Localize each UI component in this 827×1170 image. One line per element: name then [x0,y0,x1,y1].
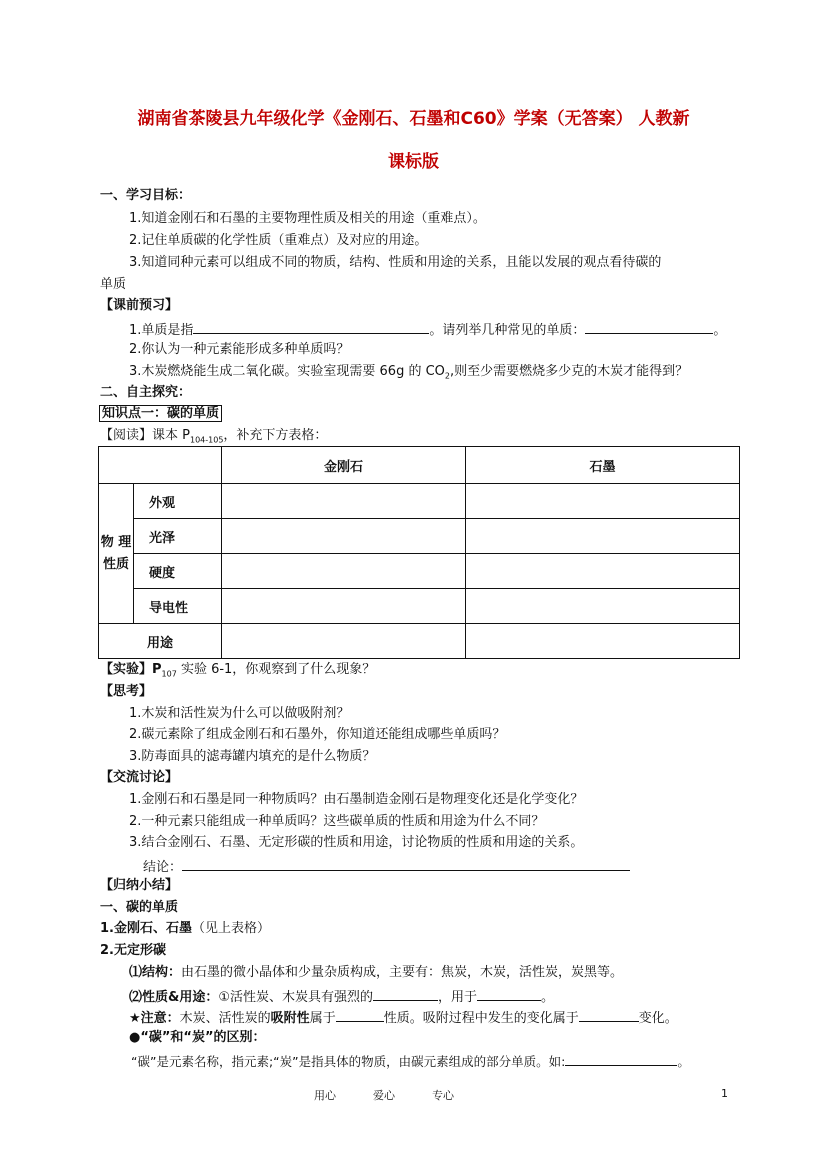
summary-item-2: 2.无定形碳 [100,943,166,958]
blank-field[interactable] [565,1051,677,1066]
row-label-uses: 用途 [99,624,222,659]
note-adsorption: 吸附性 [270,1011,310,1026]
think-q3: 3.防毒面具的滤毒罐内填充的是什么物质？ [129,749,376,764]
summary-item-1-label: 1.金刚石、石墨 [100,921,192,936]
row-label-appearance: 外观 [134,484,222,519]
footer-text-2: 爱心 [373,1089,395,1102]
think-q1: 1.木炭和活性炭为什么可以做吸附剂？ [129,706,350,721]
exploration-heading: 二、自主探究： [100,385,192,400]
experiment-text-b: 实验 6-1，你观察到了什么现象？ [176,662,376,677]
blank-field[interactable] [585,319,713,334]
property-use-text-b: ，用于 [438,990,478,1005]
page-number: 1 [721,1087,728,1100]
physical-properties-label-line2: 性质 [102,556,129,572]
reading-text-a: 【阅读】课本 P [100,428,190,443]
table-row [99,484,740,519]
preview-q1-text-a: 1.单质是指 [129,323,194,338]
discussion-q3: 3.结合金刚石、石墨、无定形碳的性质和用途，讨论物质的性质和用途的关系。 [129,835,584,850]
cell-graphite-luster[interactable] [466,519,740,554]
blank-field[interactable] [579,1007,639,1022]
difference-text-line [131,1051,690,1071]
blank-field[interactable] [336,1007,384,1022]
summary-section-1: 一、碳的单质 [100,900,179,915]
conclusion-line [143,856,630,877]
think-heading: 【思考】 [100,684,153,699]
blank-field[interactable] [477,986,541,1001]
table-row [99,589,740,624]
property-use-line [129,986,554,1007]
cell-graphite-conductivity[interactable] [466,589,740,624]
note-text-a: 木炭、活性炭的 [179,1011,271,1026]
note-line [129,1007,678,1028]
experiment-line [100,661,375,684]
cell-diamond-uses[interactable] [222,624,466,659]
discussion-heading: 【交流讨论】 [100,770,179,785]
row-label-luster: 光泽 [134,519,222,554]
physical-properties-label-line1: 物 理 [100,534,132,550]
cell-diamond-appearance[interactable] [222,484,466,519]
row-label-hardness: 硬度 [134,554,222,589]
conclusion-label: 结论： [143,860,183,875]
table-row [99,519,740,554]
discussion-q1: 1.金刚石和石墨是同一种物质吗？由石墨制造金刚石是物理变化还是化学变化？ [129,792,584,807]
preview-heading: 【课前预习】 [100,298,179,313]
difference-heading: ●“碳”和“炭”的区别： [129,1030,266,1045]
knowledge-point-1 [99,405,222,423]
preview-q1 [129,319,726,340]
cell-graphite-uses[interactable] [466,624,740,659]
goal-item-2: 2.记住单质碳的化学性质（重难点）及对应的用途。 [129,233,428,248]
footer-text-1: 用心 [314,1089,336,1102]
property-use-text-c: 。 [541,990,555,1005]
cell-graphite-hardness[interactable] [466,554,740,589]
note-text-c: 性质。吸附过程中发生的变化属于 [383,1011,579,1026]
blank-field[interactable] [373,986,438,1001]
learning-goals-heading: 一、学习目标： [100,188,192,203]
difference-text: “碳”是元素名称，指元素;“炭”是指具体的物质，由碳元素组成的部分单质。如: [131,1054,566,1069]
property-use-text-a: ①活性炭、木炭具有强烈的 [218,990,373,1005]
experiment-text-a: 【实验】P [100,662,162,677]
reading-page-range: 104-105 [189,435,224,445]
goal-item-1: 1.知道金刚石和石墨的主要物理性质及相关的用途（重难点）。 [129,211,486,226]
preview-q2: 2.你认为一种元素能形成多种单质吗？ [129,342,350,357]
note-text-d: 变化。 [638,1011,678,1026]
difference-text-end: 。 [677,1054,690,1069]
note-text-b: 属于 [309,1011,336,1026]
physical-properties-label [99,484,134,624]
discussion-q2: 2.一种元素只能组成一种单质吗？这些碳单质的性质和用途为什么不同？ [129,814,545,829]
structure-label: ⑴结构： [129,965,182,980]
note-label: ★注意： [129,1011,180,1026]
table-row [99,554,740,589]
cell-graphite-appearance[interactable] [466,484,740,519]
structure-text: 由石墨的微小晶体和少量杂质构成，主要有：焦炭，木炭，活性炭，炭黑等。 [181,965,624,980]
table-corner-cell [99,447,222,484]
cell-diamond-luster[interactable] [222,519,466,554]
table-header-row [99,447,740,484]
conclusion-blank[interactable] [182,856,630,871]
preview-q3-text-b: ,则至少需要燃烧多少克的木炭才能得到？ [450,364,689,379]
preview-q3 [129,363,688,386]
knowledge-point-1-box: 知识点一：碳的单质 [99,405,222,422]
table-header-diamond: 金刚石 [222,447,466,484]
structure-line [129,964,623,982]
think-q2: 2.碳元素除了组成金刚石和石墨外，你知道还能组成哪些单质吗？ [129,727,506,742]
document-title-line1: 湖南省茶陵县九年级化学《金刚石、石墨和C60》学案（无答案） 人教新 [137,109,690,129]
reading-text-b: ，补充下方表格： [223,428,328,443]
cell-diamond-hardness[interactable] [222,554,466,589]
preview-q1-text-b: 。请列举几种常见的单质： [429,323,586,338]
row-label-conductivity: 导电性 [134,589,222,624]
preview-q3-subscript: 2 [444,371,450,381]
goal-item-3b: 单质 [100,277,127,292]
summary-item-1 [100,920,270,938]
experiment-page: 107 [161,669,177,679]
preview-q1-text-c: 。 [713,323,727,338]
table-header-graphite: 石墨 [466,447,740,484]
table-row [99,624,740,659]
cell-diamond-conductivity[interactable] [222,589,466,624]
goal-item-3a: 3.知道同种元素可以组成不同的物质，结构、性质和用途的关系，且能以发展的观点看待碳的 [129,255,662,270]
property-use-label: ⑵性质&用途： [129,990,219,1005]
preview-q3-text-a: 3.木炭燃烧能生成二氧化碳。实验室现需要 66g 的 CO [129,364,445,379]
blank-field[interactable] [193,319,429,334]
summary-heading: 【归纳小结】 [100,878,179,893]
document-title-line2: 课标版 [388,152,439,172]
properties-table [98,446,740,659]
footer-text-3: 专心 [432,1089,454,1102]
summary-item-1-note: （见上表格） [191,921,270,936]
